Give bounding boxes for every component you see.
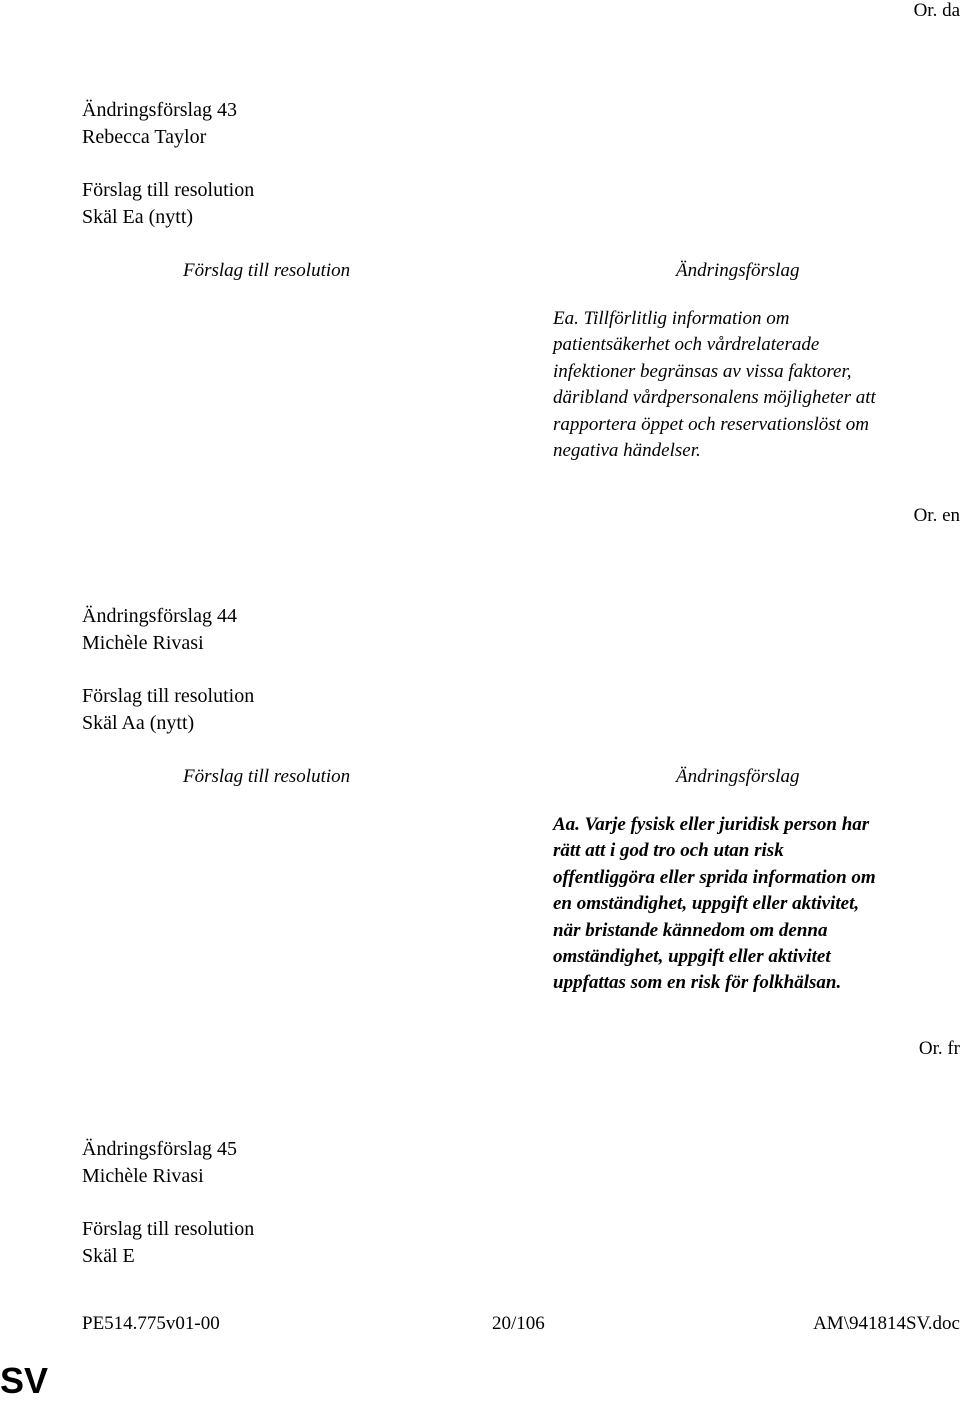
amendment-author: Michèle Rivasi <box>82 632 204 654</box>
footer-page-number: 20/106 <box>492 1313 545 1334</box>
footer-filename: AM\941814SV.doc <box>813 1313 960 1334</box>
amendment-text-line: uppfattas som en risk för folkhälsan. <box>553 972 842 994</box>
amendment-title: Ändringsförslag 45 <box>82 1138 237 1160</box>
amendment-doc-type: Förslag till resolution <box>82 179 255 201</box>
amendment-text-line: offentliggöra eller sprida information om <box>553 866 876 888</box>
amendment-doc-type: Förslag till resolution <box>82 1218 255 1240</box>
footer-language-code: SV <box>0 1360 49 1401</box>
amendment-text-line: Ea. Tillförlitlig information om <box>553 308 790 329</box>
original-language: Or. fr <box>918 1038 960 1059</box>
column-heading-amendment: Ändringsförslag <box>676 766 800 787</box>
amendment-author: Rebecca Taylor <box>82 126 207 148</box>
column-heading-amendment: Ändringsförslag <box>676 260 800 281</box>
amendment-section: Skäl E <box>82 1245 135 1267</box>
original-language-top: Or. da <box>913 0 960 21</box>
amendment-text-line: omständighet, uppgift eller aktivitet <box>553 946 831 968</box>
column-heading-original: Förslag till resolution <box>183 766 351 787</box>
amendment-text-line: rapportera öppet och reservationslöst om <box>553 413 869 435</box>
original-language: Or. en <box>913 505 960 526</box>
amendment-text-line: när bristande kännedom om denna <box>553 919 828 941</box>
amendment-section: Skäl Ea (nytt) <box>82 206 194 228</box>
amendment-text-line: en omständighet, uppgift eller aktivitet, <box>553 893 860 915</box>
column-heading-original: Förslag till resolution <box>183 260 351 281</box>
amendment-text-line: Aa. Varje fysisk eller juridisk person har <box>553 814 870 835</box>
amendment-title: Ändringsförslag 44 <box>82 605 237 627</box>
amendment-text <box>553 812 958 997</box>
amendment-doc-type: Förslag till resolution <box>82 685 255 707</box>
footer-reference: PE514.775v01-00 <box>82 1313 220 1334</box>
amendment-text-line: negativa händelser. <box>553 440 701 462</box>
amendment-text-line: rätt att i god tro och utan risk <box>553 840 784 862</box>
amendment-section: Skäl Aa (nytt) <box>82 712 195 734</box>
amendment-title: Ändringsförslag 43 <box>82 99 237 121</box>
amendment-text-line: infektioner begränsas av vissa faktorer, <box>553 360 852 382</box>
amendment-text <box>553 306 958 464</box>
amendment-text-line: patientsäkerhet och vårdrelaterade <box>553 334 820 356</box>
amendment-text-line: däribland vårdpersonalens möjligheter att <box>553 387 876 409</box>
amendment-author: Michèle Rivasi <box>82 1165 204 1187</box>
